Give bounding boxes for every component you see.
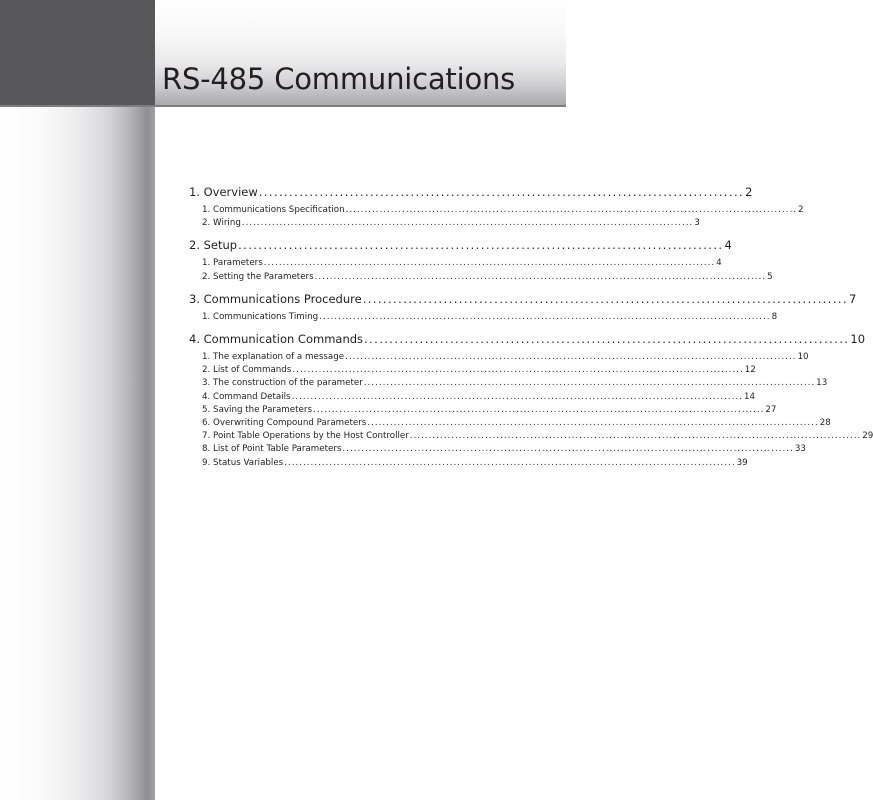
toc-entry-page: 2 <box>745 185 753 199</box>
toc-subentry[interactable] <box>189 311 778 324</box>
toc-subentry-title: 2. List of Commands <box>202 365 292 376</box>
dot-leader: ........................................................................................................................ <box>409 431 862 442</box>
dot-leader: ........................................................................................................................ <box>314 271 767 282</box>
dot-leader: ........................................................................................................................ <box>292 365 744 376</box>
toc-entry-title: 2. Setup <box>189 238 238 253</box>
toc-subentry[interactable] <box>189 430 873 443</box>
toc-subentry-title: 1. The explanation of a message <box>202 352 345 363</box>
toc-entry-page: 4 <box>724 238 732 253</box>
dot-leader: ........................................................................................................................ <box>312 404 765 415</box>
toc-subentry-page: 13 <box>816 378 828 389</box>
dot-leader: ................................................................................................ <box>362 291 849 306</box>
toc-entry-page: 7 <box>849 291 857 306</box>
toc-subentry-page: 8 <box>771 311 778 322</box>
toc-subentry-page: 12 <box>744 365 756 376</box>
toc-subentry-title: 5. Saving the Parameters <box>202 404 312 415</box>
toc-subentry[interactable] <box>189 404 777 417</box>
toc-subentry-title: 4. Command Details <box>202 391 291 402</box>
toc-subentry-title: 6. Overwriting Compound Parameters <box>202 418 367 429</box>
dot-leader: ........................................................................................................................ <box>345 205 797 215</box>
toc-subentry-page: 10 <box>797 352 809 363</box>
dot-leader: ........................................................................................................................ <box>345 352 797 363</box>
toc-subentry-title: 9. Status Variables <box>202 457 284 468</box>
toc-subentry-title: 2. Wiring <box>202 218 241 229</box>
toc-entry-title: 3. Communications Procedure <box>189 291 362 306</box>
toc-subentry-title: 1. Parameters <box>202 258 263 269</box>
toc-subentry-page: 4 <box>716 258 722 269</box>
toc-subentry[interactable] <box>189 391 756 404</box>
toc-subentry[interactable] <box>189 417 831 430</box>
toc-subentry-title: 1. Communications Timing <box>202 311 319 322</box>
toc-subentry-title: 2. Setting the Parameters <box>202 271 314 282</box>
dot-leader: ........................................................................................................................ <box>367 418 819 429</box>
toc-entry-page: 10 <box>850 332 866 347</box>
header-dark-block <box>0 0 155 106</box>
dot-leader: ........................................................................................................................ <box>363 378 816 389</box>
toc-entry[interactable] <box>189 184 753 201</box>
toc-section-overview <box>189 184 804 230</box>
toc-subentry-page: 27 <box>765 404 777 415</box>
toc-subentry-page: 3 <box>694 218 700 229</box>
toc-subentry[interactable] <box>189 217 700 230</box>
toc-subentry-page: 2 <box>797 205 804 215</box>
toc-subentry-title: 1. Communications Specification <box>202 205 345 215</box>
toc-subentry[interactable] <box>189 351 809 364</box>
toc-subentry[interactable] <box>189 257 722 270</box>
toc-subentry-title: 3. The construction of the parameter <box>202 378 363 389</box>
toc-subentry-page: 5 <box>767 271 773 282</box>
toc-entry-title: 1. Overview <box>189 185 258 199</box>
dot-leader: ........................................................................................................................ <box>291 391 743 402</box>
toc-subentry-title: 8. List of Point Table Parameters <box>202 444 342 455</box>
toc-section-communication-commands <box>189 331 873 470</box>
toc-subentry-page: 33 <box>794 444 806 455</box>
dot-leader: ................................................................................................ <box>364 332 850 347</box>
dot-leader: ................................................................................................ <box>258 185 745 199</box>
dot-leader: ................................................................................................ <box>238 238 724 253</box>
toc-subentry[interactable] <box>189 364 756 377</box>
page-title: RS-485 Communications <box>162 62 516 96</box>
toc-section-setup <box>189 237 773 283</box>
toc-subentry-page: 14 <box>743 391 756 402</box>
toc-subentry[interactable] <box>189 457 748 470</box>
toc-subentry-title: 7. Point Table Operations by the Host Controller <box>202 431 409 442</box>
dot-leader: ........................................................................................................................ <box>263 258 716 269</box>
toc-subentry[interactable] <box>189 204 804 217</box>
toc-entry-title: 4. Communication Commands <box>189 332 364 347</box>
toc-subentry[interactable] <box>189 443 806 456</box>
dot-leader: ........................................................................................................................ <box>284 457 736 468</box>
dot-leader: ........................................................................................................................ <box>241 218 694 229</box>
toc-section-communications-procedure <box>189 291 857 324</box>
dot-leader: ........................................................................................................................ <box>319 311 771 322</box>
toc-entry[interactable] <box>189 237 732 254</box>
toc-subentry-page: 29 <box>862 431 873 442</box>
toc-subentry-page: 28 <box>819 418 831 429</box>
side-band <box>0 107 155 800</box>
toc-subentry[interactable] <box>189 271 773 284</box>
toc-subentry-page: 39 <box>736 457 748 468</box>
toc-entry[interactable] <box>189 291 857 308</box>
toc-entry[interactable] <box>189 331 866 348</box>
toc-subentry[interactable] <box>189 377 828 390</box>
dot-leader: ........................................................................................................................ <box>342 444 794 455</box>
table-of-contents <box>189 184 873 477</box>
